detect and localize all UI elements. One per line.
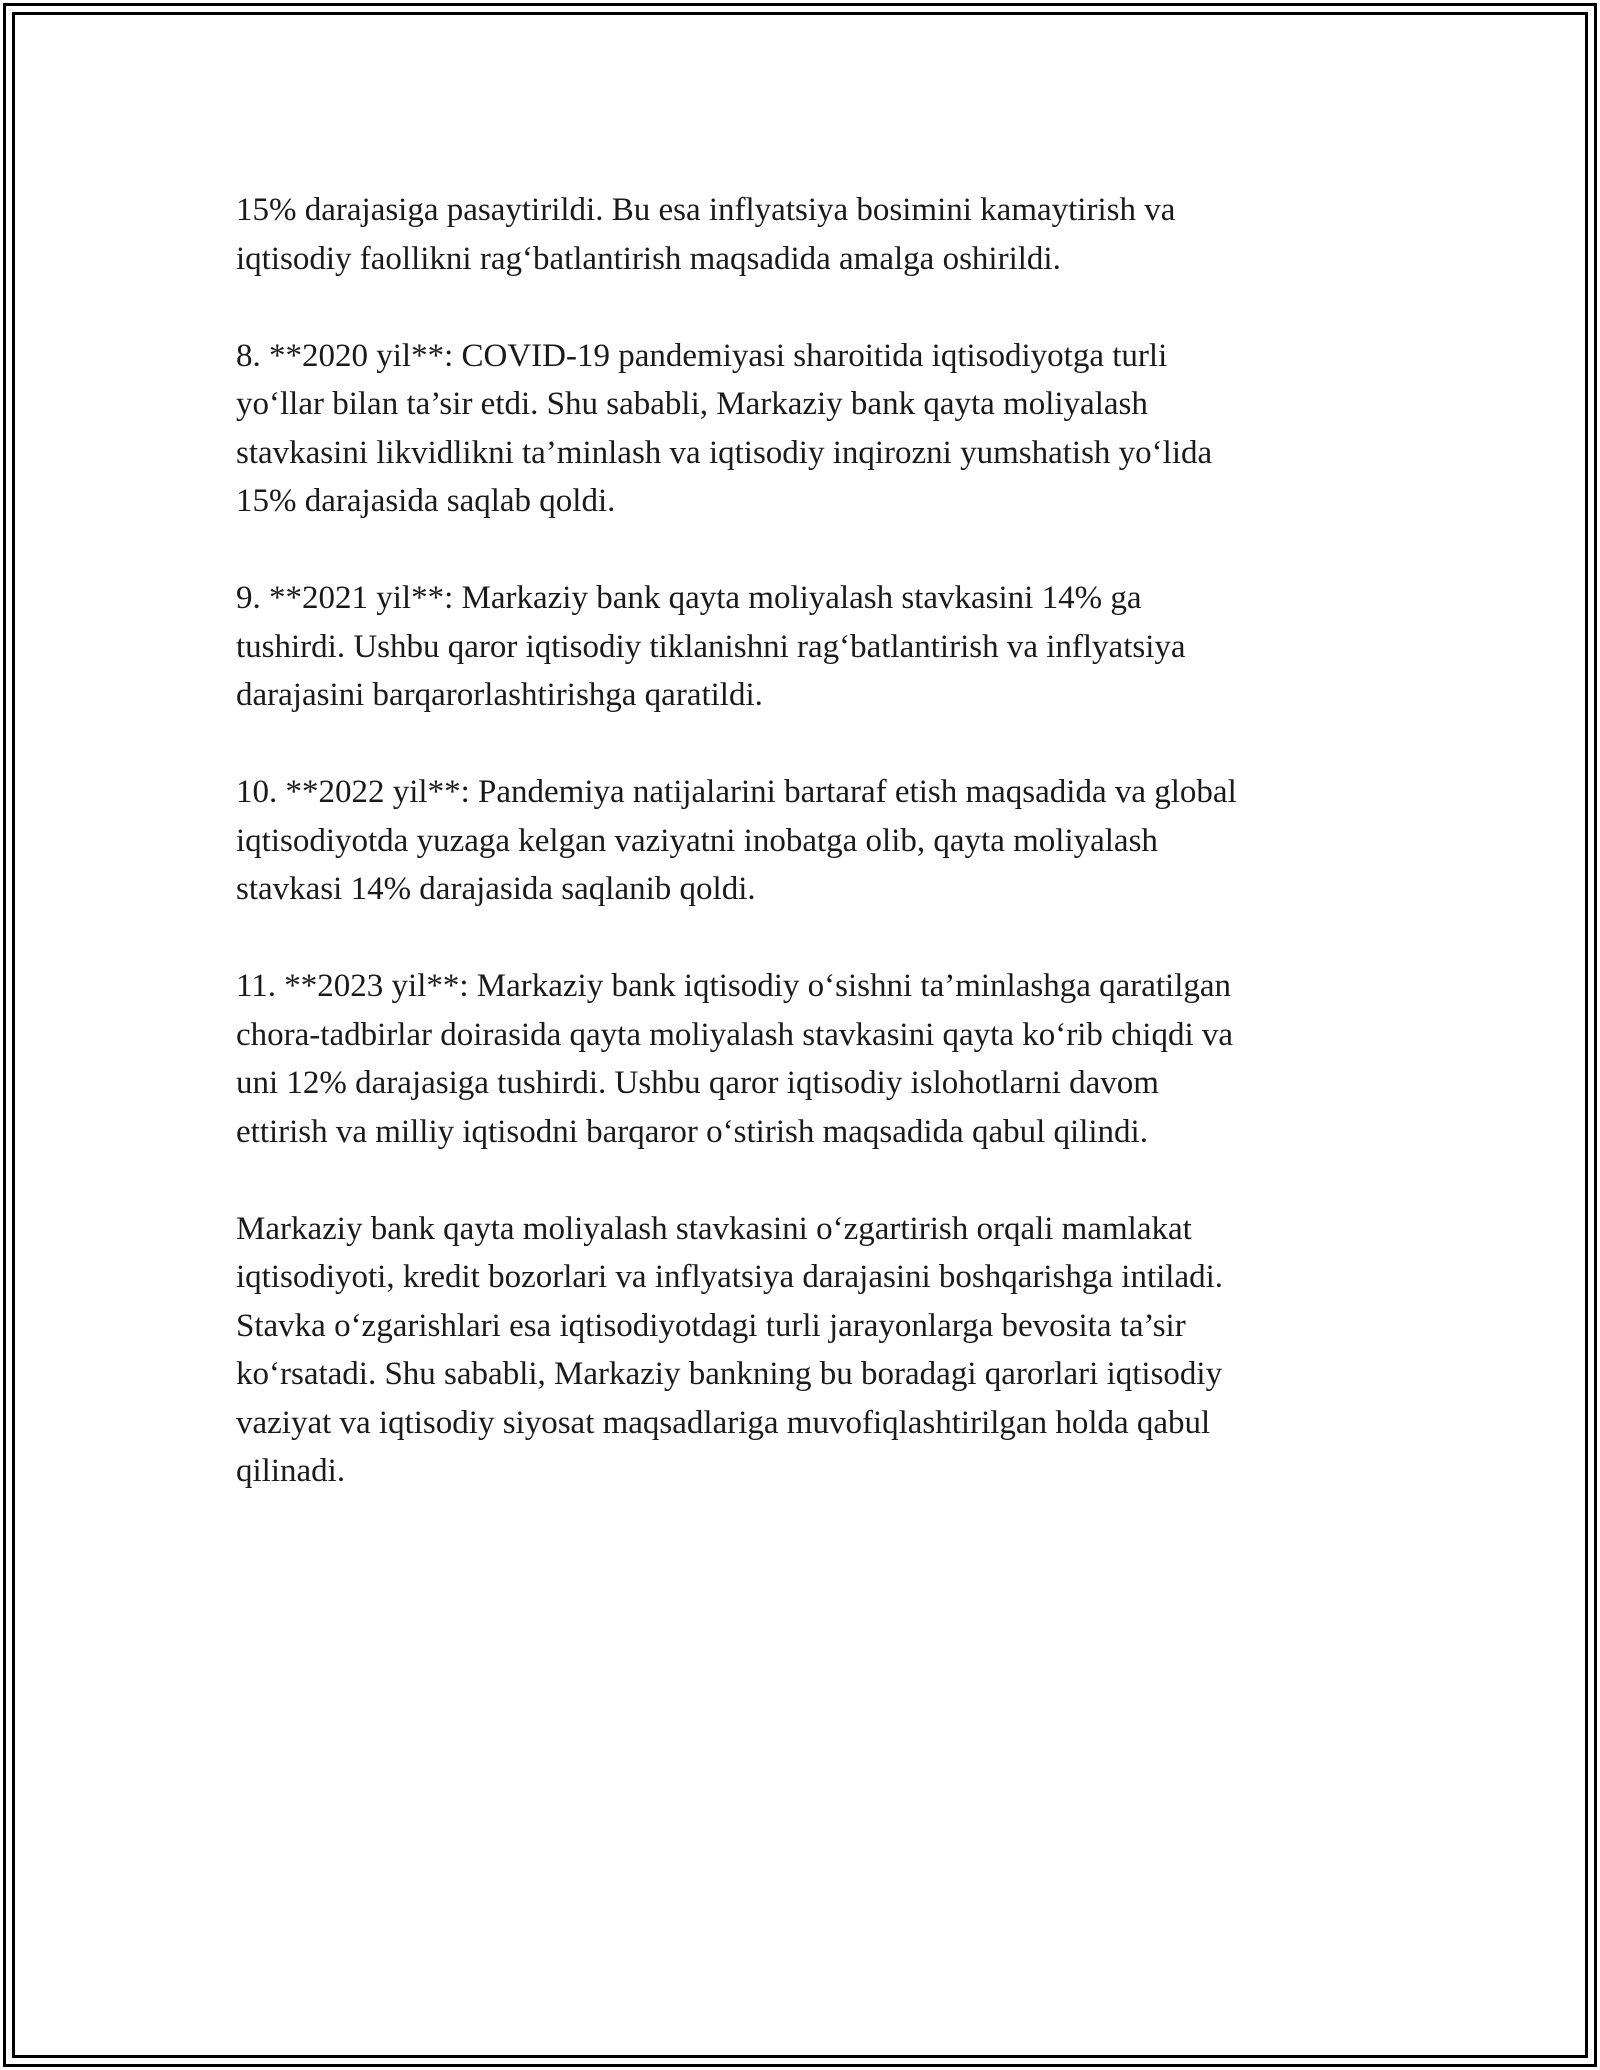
paragraph-2019-continuation: 15% darajasiga pasaytirildi. Bu esa inflyatsiya bosimini kamaytirish va iqtisodiy faollikni rag‘batlantirish maqsadida amalga oshirildi. <box>236 192 1176 277</box>
paragraph-2022: 10. **2022 yil**: Pandemiya natijalarini bartaraf etish maqsadida va global iqtisodiyotda yuzaga kelgan vaziyatni inobatga olib, qayta moliyalash stavkasi 14% darajasida saqlanib qoldi. <box>236 774 1237 907</box>
paragraph-2021: 9. **2021 yil**: Markaziy bank qayta moliyalash stavkasini 14% ga tushirdi. Ushbu qaror iqtisodiy tiklanishni rag‘batlantirish va inflyatsiya darajasini barqarorlashtirishga qaratildi. <box>236 580 1186 713</box>
document-body <box>236 186 1376 1496</box>
paragraph-2023: 11. **2023 yil**: Markaziy bank iqtisodiy o‘sishni ta’minlashga qaratilgan chora-tadbirlar doirasida qayta moliyalash stavkasini qayta ko‘rib chiqdi va uni 12% darajasiga tushirdi. Ushbu qaror iqtisodiy islohotlarni davom ettirish va milliy iqtisodni barqaror o‘stirish maqsadida qabul qilindi. <box>236 968 1234 1150</box>
paragraph-2020: 8. **2020 yil**: COVID-19 pandemiyasi sharoitida iqtisodiyotga turli yo‘llar bilan ta’sir etdi. Shu sababli, Markaziy bank qayta moliyalash stavkasini likvidlikni ta’minlash va iqtisodiy inqirozni yumshatish yo‘lida 15% darajasida saqlab qoldi. <box>236 337 1213 519</box>
paragraph-conclusion: Markaziy bank qayta moliyalash stavkasini o‘zgartirish orqali mamlakat iqtisodiyoti, kredit bozorlari va inflyatsiya darajasini boshqarishga intiladi. Stavka o‘zgarishlari esa iqtisodiyotdagi turli jarayonlarga bevosita ta’sir ko‘rsatadi. Shu sababli, Markaziy bankning bu boradagi qarorlari iqtisodiy vaziyat va iqtisodiy siyosat maqsadlariga muvofiqlashtirilgan holda qabul qilinadi. <box>236 1210 1224 1489</box>
